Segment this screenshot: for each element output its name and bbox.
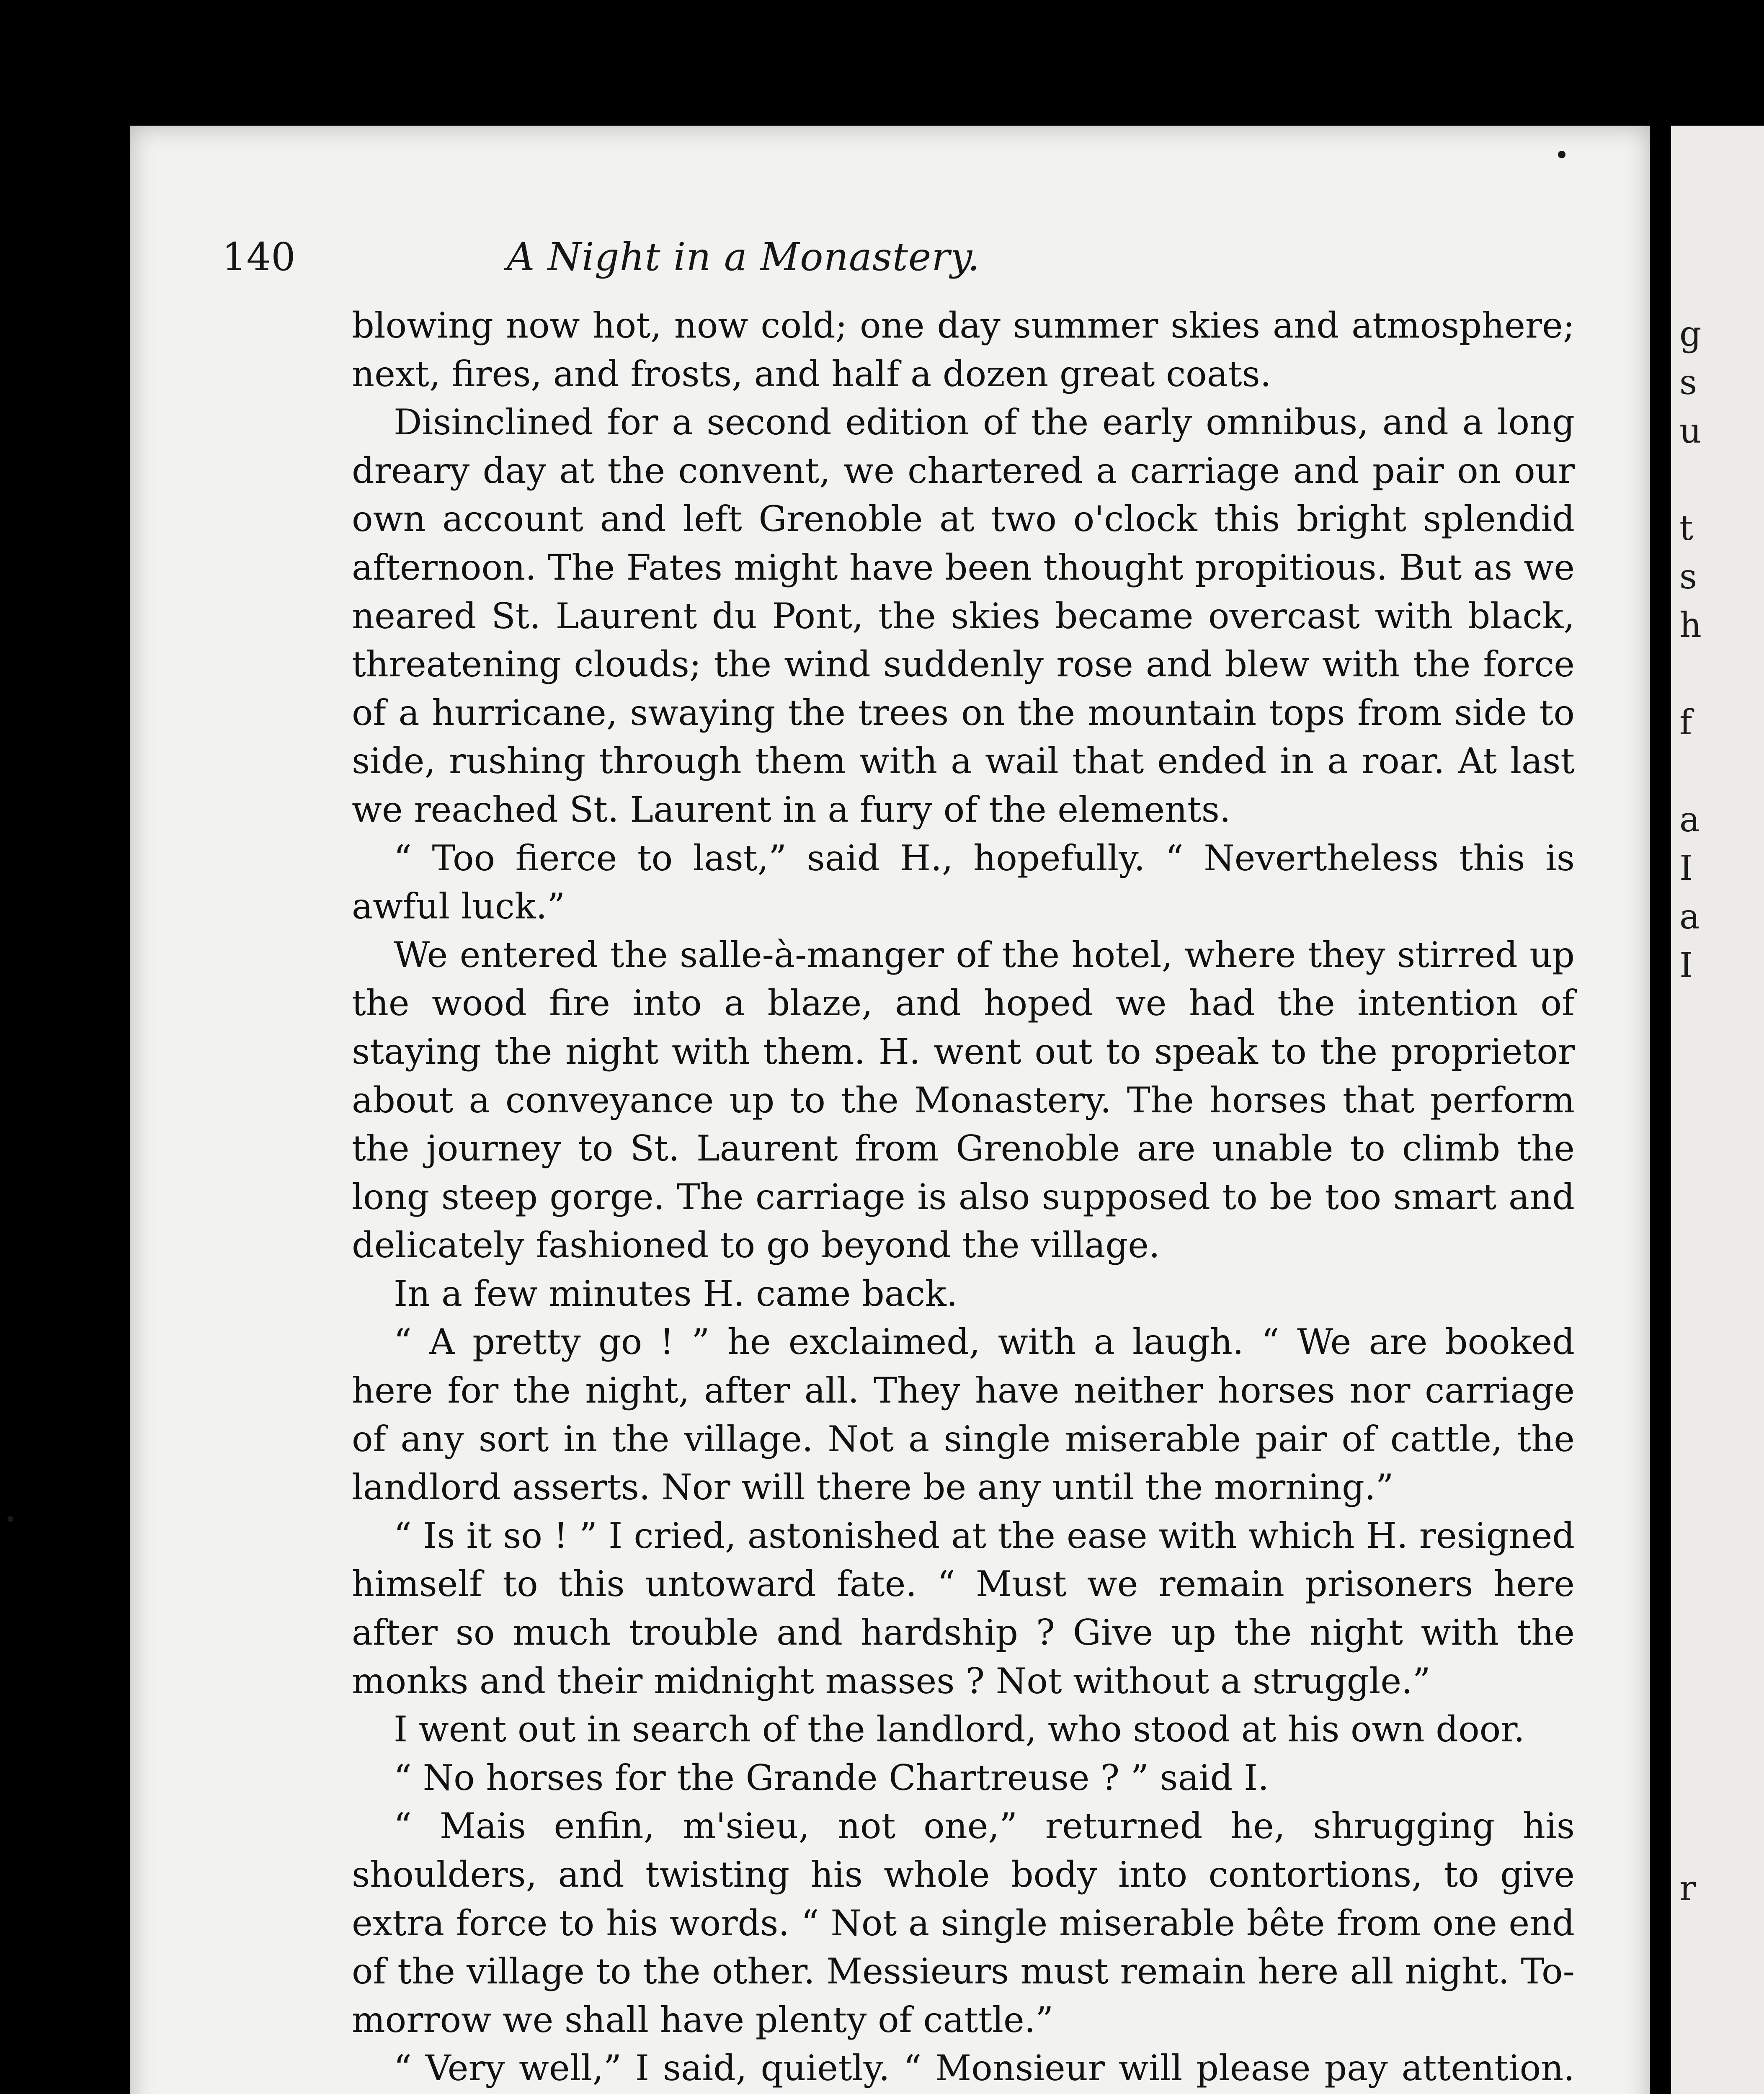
paragraph: “ Very well,” I said, quietly. “ Monsieur will please pay attention. (394, 2048, 1575, 2089)
facing-page-fragment: g (1679, 314, 1702, 354)
paragraph: blowing now hot, now cold; one day summer skies and atmosphere; next, fires, and frosts, and half a dozen great coats. (352, 305, 1575, 395)
facing-page-edge (1671, 126, 1764, 2094)
paragraph: “ No horses for the Grande Chartreuse ? ” said I. (394, 1757, 1269, 1798)
facing-page-fragment: a (1679, 800, 1700, 840)
facing-page-fragment (1679, 1962, 1763, 2010)
facing-page-fragment (1679, 1816, 1763, 1864)
paragraph: “ Mais enfin, m'sieu, not one,” returned he, shrugging his shoulders, and twisting his whole body into contortions, to give extra force to his words. “ Not a single miserable bête from one end of the village to the other. Messieurs must remain here all night. To-morrow we shall have plenty of cattle.” (352, 1805, 1575, 2040)
facing-page-fragment (1679, 747, 1763, 796)
facing-page-fragment (1679, 650, 1763, 699)
facing-page-fragment (1679, 1476, 1763, 1524)
facing-page-fragment (1679, 1767, 1763, 1816)
facing-page-fragment (1679, 1524, 1763, 1573)
facing-page-fragment (1679, 1282, 1763, 1330)
facing-page-fragment (1679, 1087, 1763, 1136)
facing-page-fragment: I (1679, 848, 1693, 888)
paragraph: “ Too fierce to last,” said H., hopefully. “ Nevertheless this is awful luck.” (352, 837, 1575, 927)
facing-page-fragment (1679, 1913, 1763, 1962)
running-head (222, 235, 1583, 289)
facing-page-fragment: f (1679, 703, 1692, 743)
facing-page-fragment (1679, 1622, 1763, 1670)
facing-page-fragment: s (1679, 363, 1697, 402)
facing-page-fragment (1679, 1184, 1763, 1233)
facing-page-fragment (1679, 1719, 1763, 1767)
facing-page-fragment (1679, 1379, 1763, 1427)
facing-page-fragment (1679, 990, 1763, 1039)
facing-page-fragments (1679, 310, 1763, 2094)
facing-page-fragment (1679, 1573, 1763, 1622)
facing-page-fragment: r (1679, 1869, 1696, 1908)
facing-page-fragment: a (1679, 897, 1700, 937)
paragraph: Disinclined for a second edition of the early omnibus, and a long dreary day at the convent, we chartered a carriage and pair on our own account and left Grenoble at two o'clock this bright splendid afternoon. The Fates might have been thought propitious. But as we neared St. Laurent du Pont, the skies became overcast with black, threatening clouds; the wind suddenly rose and blew with the force of a hurricane, swaying the trees on the mountain tops from side to side, rushing through them with a wail that ended in a roar. At last we reached St. Laurent in a fury of the elements. (352, 402, 1575, 830)
paragraph: I went out in search of the landlord, who stood at his own door. (394, 1709, 1525, 1750)
facing-page-fragment (1679, 1039, 1763, 1087)
facing-page-fragment (1679, 456, 1763, 504)
body-text (352, 302, 1575, 2094)
facing-page-fragment: u (1679, 411, 1702, 451)
paragraph: “ Is it so ! ” I cried, astonished at the ease with which H. resigned himself to this untoward fate. “ Must we remain prisoners here after so much trouble and hardship ? Give up the night with the monks and their midnight masses ? Not without a struggle.” (352, 1515, 1575, 1702)
paragraph: We entered the salle-à-manger of the hotel, where they stirred up the wood fire into a blaze, and hoped we had the intention of staying the night with them. H. went out to speak to the proprietor about a conveyance up to the Monastery. The horses that perform the journey to St. Laurent from Grenoble are unable to climb the long steep gorge. The carriage is also supposed to be too smart and delicately fashioned to go beyond the village. (352, 934, 1575, 1266)
facing-page-fragment: s (1679, 557, 1697, 597)
facing-page-fragment: h (1679, 606, 1702, 645)
scan-speck (1558, 151, 1565, 158)
facing-page-fragment (1679, 1233, 1763, 1282)
facing-page-fragment: t (1679, 508, 1693, 548)
facing-page-fragment (1679, 1427, 1763, 1476)
facing-page-fragment (1679, 1330, 1763, 1379)
page-number: 140 (222, 235, 296, 279)
facing-page-fragment (1679, 2059, 1763, 2094)
paragraph: In a few minutes H. came back. (394, 1273, 958, 1314)
facing-page-fragment (1679, 2010, 1763, 2059)
facing-page-fragment (1679, 1136, 1763, 1184)
facing-page-fragment (1679, 1670, 1763, 1719)
running-title: A Night in a Monastery. (507, 235, 980, 279)
paragraph: “ A pretty go ! ” he exclaimed, with a laugh. “ We are booked here for the night, after all. They have neither horses nor carriage of any sort in the village. Not a single miserable pair of cattle, the landlord asserts. Nor will there be any until the morning.” (352, 1321, 1575, 1508)
facing-page-fragment: I (1679, 946, 1693, 985)
scan-speck (8, 1516, 13, 1522)
